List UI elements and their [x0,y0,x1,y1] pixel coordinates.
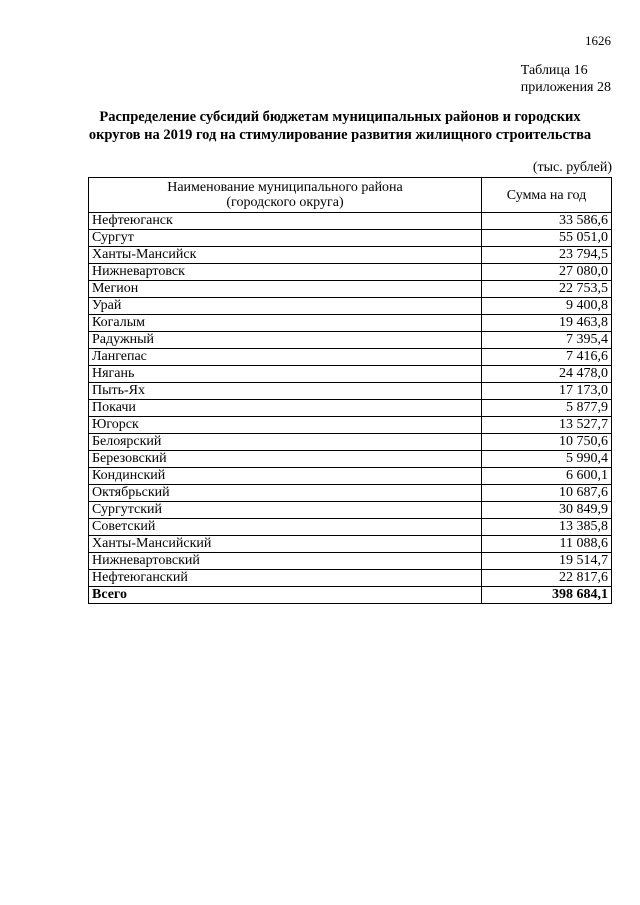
column-header-name [89,178,482,213]
municipality-name: Кондинский [89,468,482,485]
annual-amount: 24 478,0 [482,366,612,383]
annual-amount: 10 687,6 [482,485,612,502]
table-reference-line2: приложения 28 [520,80,611,95]
annual-amount: 7 395,4 [482,332,612,349]
column-header-name-line2: (городского округа) [226,195,344,210]
total-row [89,587,612,604]
annual-amount: 13 385,8 [482,519,612,536]
municipality-name: Белоярский [89,434,482,451]
annual-amount: 23 794,5 [482,247,612,264]
table-row [89,553,612,570]
table-row [89,247,612,264]
table-row [89,298,612,315]
table-row [89,332,612,349]
table-row [89,468,612,485]
table-row [89,570,612,587]
municipality-name: Покачи [89,400,482,417]
municipality-name: Ханты-Мансийск [89,247,482,264]
annual-amount: 22 753,5 [482,281,612,298]
subsidy-table [88,177,612,604]
municipality-name: Нефтеюганский [89,570,482,587]
municipality-name: Югорск [89,417,482,434]
total-label: Всего [89,587,482,604]
table-row [89,264,612,281]
annual-amount: 27 080,0 [482,264,612,281]
table-row [89,519,612,536]
annual-amount: 22 817,6 [482,570,612,587]
table-row [89,536,612,553]
annual-amount: 9 400,8 [482,298,612,315]
annual-amount: 30 849,9 [482,502,612,519]
table-row [89,230,612,247]
units-label: (тыс. рублей) [532,160,612,175]
table-row [89,502,612,519]
municipality-name: Радужный [89,332,482,349]
municipality-name: Ханты-Мансийский [89,536,482,553]
municipality-name: Нижневартовск [89,264,482,281]
municipality-name: Нефтеюганск [89,213,482,230]
municipality-name: Нягань [89,366,482,383]
table-row [89,349,612,366]
municipality-name: Сургутский [89,502,482,519]
annual-amount: 5 877,9 [482,400,612,417]
table-header-row [89,178,612,213]
table-row [89,383,612,400]
table-row [89,451,612,468]
document-title-line2: округов на 2019 год на стимулирование развития жилищного строительства [88,127,592,143]
page-number: 1626 [585,33,611,48]
annual-amount: 6 600,1 [482,468,612,485]
municipality-name: Лангепас [89,349,482,366]
annual-amount: 10 750,6 [482,434,612,451]
table-row [89,417,612,434]
table-row [89,434,612,451]
table-row [89,485,612,502]
municipality-name: Нижневартовский [89,553,482,570]
municipality-name: Мегион [89,281,482,298]
total-amount: 398 684,1 [482,587,612,604]
annual-amount: 17 173,0 [482,383,612,400]
annual-amount: 11 088,6 [482,536,612,553]
table-body [89,213,612,604]
table-row [89,281,612,298]
document-title [60,108,620,144]
municipality-name: Советский [89,519,482,536]
table-row [89,366,612,383]
column-header-name-line1: Наименование муниципального района [167,180,403,195]
annual-amount: 55 051,0 [482,230,612,247]
annual-amount: 19 514,7 [482,553,612,570]
municipality-name: Когалым [89,315,482,332]
table-row [89,315,612,332]
annual-amount: 5 990,4 [482,451,612,468]
municipality-name: Урай [89,298,482,315]
municipality-name: Октябрьский [89,485,482,502]
municipality-name: Пыть-Ях [89,383,482,400]
table-row [89,400,612,417]
column-header-amount: Сумма на год [482,178,612,213]
table-reference [521,62,611,96]
annual-amount: 13 527,7 [482,417,612,434]
annual-amount: 33 586,6 [482,213,612,230]
table-row [89,213,612,230]
annual-amount: 19 463,8 [482,315,612,332]
annual-amount: 7 416,6 [482,349,612,366]
document-title-line1: Распределение субсидий бюджетам муниципальных районов и городских [99,109,581,125]
table-reference-line1: Таблица 16 [520,63,588,78]
municipality-name: Березовский [89,451,482,468]
municipality-name: Сургут [89,230,482,247]
